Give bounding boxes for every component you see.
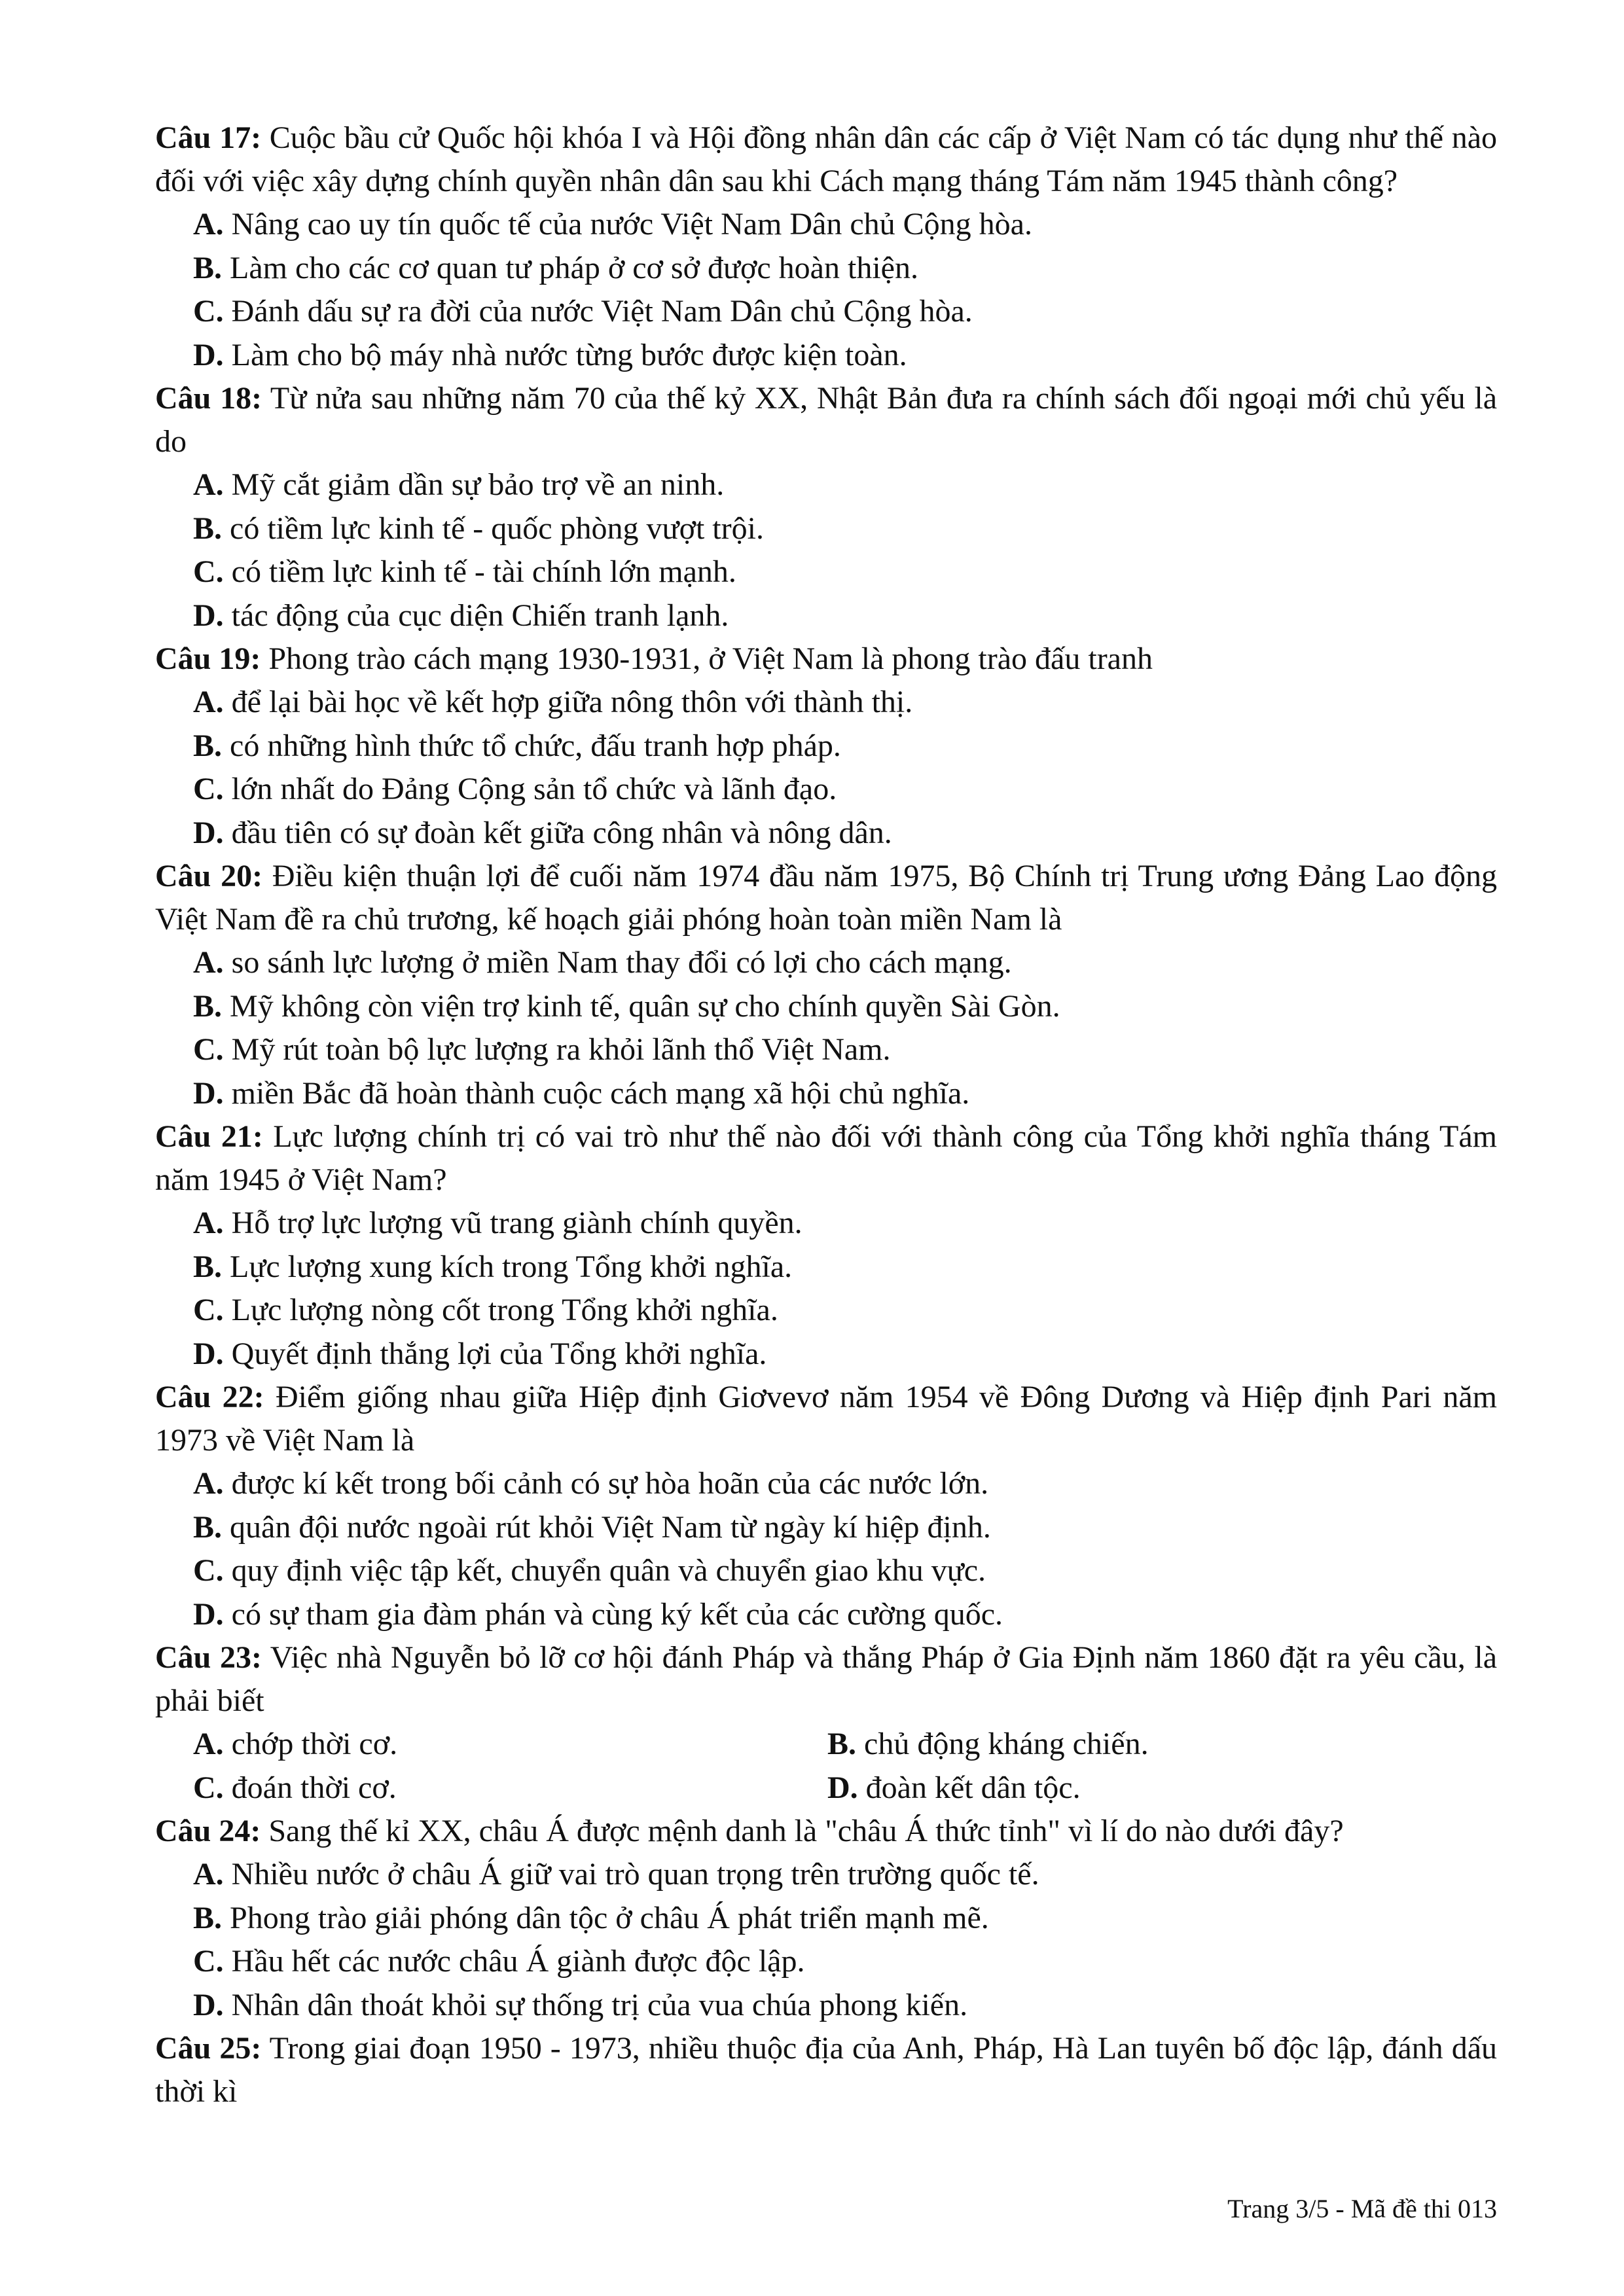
option-b: B. có những hình thức tổ chức, đấu tranh hợp pháp. — [193, 728, 841, 763]
option-c: C. Đánh dấu sự ra đời của nước Việt Nam Dân chủ Cộng hòa. — [193, 294, 973, 329]
option-b: B. chủ động kháng chiến. — [827, 1727, 1149, 1761]
option-a: A. được kí kết trong bối cảnh có sự hòa hoãn của các nước lớn. — [193, 1466, 989, 1501]
option-c: C. lớn nhất do Đảng Cộng sản tổ chức và lãnh đạo. — [193, 772, 837, 806]
question-number: Câu 22: — [155, 1380, 264, 1414]
question-23 — [155, 1636, 1497, 1810]
option-row — [155, 1723, 1497, 1767]
option-row — [155, 1767, 1497, 1810]
exam-page — [155, 117, 1497, 2113]
option-a: A. chớp thời cơ. — [193, 1727, 398, 1761]
option-d: D. đầu tiên có sự đoàn kết giữa công nhân và nông dân. — [193, 815, 892, 850]
question-number: Câu 21: — [155, 1119, 263, 1154]
option-a: A. Nhiều nước ở châu Á giữ vai trò quan trọng trên trường quốc tế. — [193, 1857, 1039, 1892]
option-b: B. quân đội nước ngoài rút khỏi Việt Nam từ ngày kí hiệp định. — [193, 1509, 991, 1545]
question-text: Phong trào cách mạng 1930-1931, ở Việt Nam là phong trào đấu tranh — [268, 641, 1153, 676]
page-footer: Trang 3/5 - Mã đề thi 013 — [1227, 2194, 1497, 2223]
option-b: B. Làm cho các cơ quan tư pháp ở cơ sở được hoàn thiện. — [193, 250, 918, 285]
question-17 — [155, 117, 1497, 377]
option-c: C. Lực lượng nòng cốt trong Tổng khởi nghĩa. — [193, 1293, 778, 1327]
option-d: D. Làm cho bộ máy nhà nước từng bước được kiện toàn. — [193, 337, 907, 372]
question-number: Câu 18: — [155, 381, 262, 416]
option-a: A. Nâng cao uy tín quốc tế của nước Việt Nam Dân chủ Cộng hòa. — [193, 207, 1032, 242]
question-number: Câu 23: — [155, 1640, 262, 1675]
option-b: B. Mỹ không còn viện trợ kinh tế, quân sự cho chính quyền Sài Gòn. — [193, 988, 1060, 1024]
question-text: Từ nửa sau những năm 70 của thế kỷ XX, Nhật Bản đưa ra chính sách đối ngoại mới chủ yếu là do — [155, 381, 1498, 459]
option-a: A. Mỹ cắt giảm dần sự bảo trợ về an ninh. — [193, 467, 725, 502]
option-c: C. đoán thời cơ. — [193, 1770, 397, 1805]
question-21 — [155, 1115, 1497, 1376]
question-18 — [155, 377, 1497, 637]
option-d: D. có sự tham gia đàm phán và cùng ký kết của các cường quốc. — [193, 1596, 1003, 1632]
option-a: A. so sánh lực lượng ở miền Nam thay đổi có lợi cho cách mạng. — [193, 945, 1012, 980]
option-b: B. Phong trào giải phóng dân tộc ở châu Á phát triển mạnh mẽ. — [193, 1900, 989, 1935]
option-b: B. có tiềm lực kinh tế - quốc phòng vượt trội. — [193, 511, 764, 546]
question-text: Sang thế kỉ XX, châu Á được mệnh danh là "châu Á thức tỉnh" vì lí do nào dưới đây? — [268, 1814, 1344, 1848]
option-c: C. Mỹ rút toàn bộ lực lượng ra khỏi lãnh thổ Việt Nam. — [193, 1032, 891, 1067]
option-c: C. Hầu hết các nước châu Á giành được độc lập. — [193, 1944, 805, 1979]
option-d: D. Quyết định thắng lợi của Tổng khởi nghĩa. — [193, 1336, 767, 1371]
option-a: A. để lại bài học về kết hợp giữa nông thôn với thành thị. — [193, 685, 913, 719]
question-text: Điều kiện thuận lợi để cuối năm 1974 đầu năm 1975, Bộ Chính trị Trung ương Đảng Lao động Việt Nam đề ra chủ trương, kế hoạch giải phóng hoàn toàn miền Nam là — [155, 859, 1498, 937]
question-20 — [155, 855, 1497, 1115]
question-text: Việc nhà Nguyễn bỏ lỡ cơ hội đánh Pháp và thắng Pháp ở Gia Định năm 1860 đặt ra yêu cầu, là phải biết — [155, 1640, 1498, 1718]
question-number: Câu 19: — [155, 641, 261, 676]
option-d: D. tác động của cục diện Chiến tranh lạnh. — [193, 598, 729, 633]
option-d: D. Nhân dân thoát khỏi sự thống trị của vua chúa phong kiến. — [193, 1987, 968, 2022]
option-c: C. quy định việc tập kết, chuyển quân và chuyển giao khu vực. — [193, 1553, 986, 1588]
question-19 — [155, 637, 1497, 855]
option-d: D. đoàn kết dân tộc. — [827, 1770, 1081, 1805]
question-25 — [155, 2027, 1497, 2113]
option-a: A. Hỗ trợ lực lượng vũ trang giành chính quyền. — [193, 1206, 803, 1240]
question-text: Trong giai đoạn 1950 - 1973, nhiều thuộc địa của Anh, Pháp, Hà Lan tuyên bố độc lập, đánh dấu thời kì — [155, 2031, 1498, 2109]
question-text: Lực lượng chính trị có vai trò như thế nào đối với thành công của Tổng khởi nghĩa tháng Tám năm 1945 ở Việt Nam? — [155, 1119, 1498, 1197]
question-text: Điểm giống nhau giữa Hiệp định Giơvevơ năm 1954 về Đông Dương và Hiệp định Pari năm 1973 về Việt Nam là — [155, 1380, 1498, 1458]
question-number: Câu 24: — [155, 1814, 261, 1848]
question-24 — [155, 1810, 1497, 2027]
question-number: Câu 25: — [155, 2031, 262, 2066]
question-text: Cuộc bầu cử Quốc hội khóa I và Hội đồng nhân dân các cấp ở Việt Nam có tác dụng như thế nào đối với việc xây dựng chính quyền nhân dân sau khi Cách mạng tháng Tám năm 1945 thành công? — [155, 120, 1498, 198]
question-number: Câu 17: — [155, 120, 262, 155]
option-c: C. có tiềm lực kinh tế - tài chính lớn mạnh. — [193, 554, 736, 589]
option-b: B. Lực lượng xung kích trong Tổng khởi nghĩa. — [193, 1249, 793, 1284]
question-22 — [155, 1376, 1497, 1636]
question-number: Câu 20: — [155, 859, 263, 893]
option-d: D. miền Bắc đã hoàn thành cuộc cách mạng xã hội chủ nghĩa. — [193, 1075, 970, 1111]
